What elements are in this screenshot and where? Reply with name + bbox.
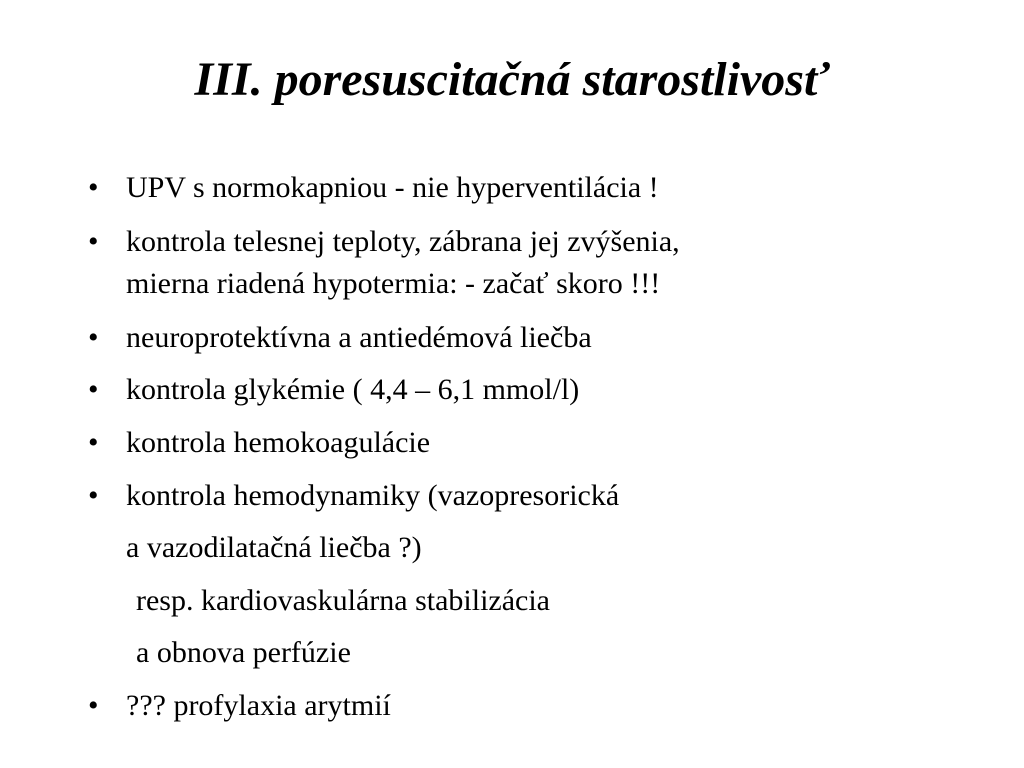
bullet-marker: • [88,225,99,258]
bullet-text-teplota-1: kontrola telesnej teploty, zábrana jej zvýšenia, [126,225,680,258]
bullet-marker: • [88,479,99,512]
bullet-marker: • [88,689,99,722]
bullet-text-hemodynamika-3: resp. kardiovaskulárna stabilizácia [136,584,550,617]
bullet-text-teplota-2: mierna riadená hypotermia: - začať skoro !!! [126,267,661,300]
bullet-text-hemodynamika-1: kontrola hemodynamiky (vazopresorická [126,479,620,512]
slide-title: III. poresuscitačná starostlivosť [194,53,830,106]
bullet-text-hemodynamika-4: a obnova perfúzie [136,636,351,669]
bullet-marker: • [88,171,99,204]
bullet-marker: • [88,373,99,406]
bullet-text-hemodynamika-2: a vazodilatačná liečba ?) [126,531,422,564]
bullet-text-neuroprotekcia: neuroprotektívna a antiedémová liečba [126,321,592,354]
bullet-text-glykemia: kontrola glykémie ( 4,4 – 6,1 mmol/l) [126,373,580,406]
bullet-text-upv: UPV s normokapniou - nie hyperventilácia ! [126,171,659,204]
bullet-text-arytmie: ??? profylaxia arytmií [126,689,391,722]
bullet-marker: • [88,426,99,459]
bullet-text-hemokoagulacia: kontrola hemokoagulácie [126,426,431,459]
bullet-marker: • [88,321,99,354]
